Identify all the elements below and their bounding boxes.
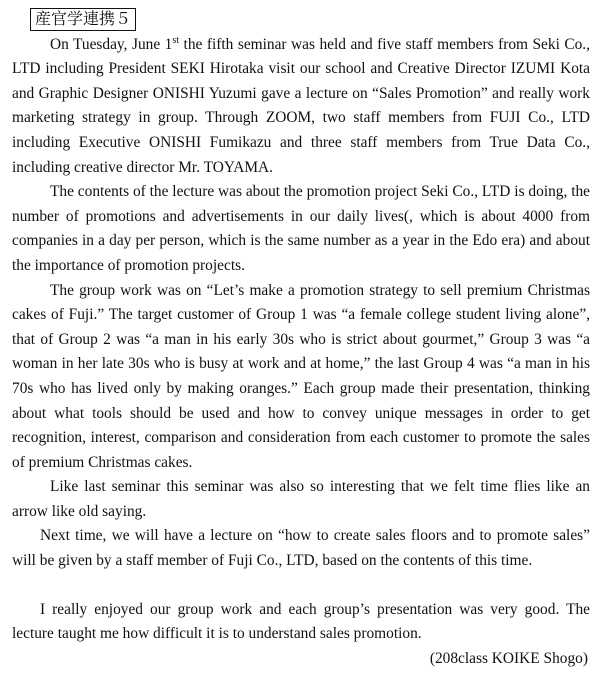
article-title: 産官学連携５ xyxy=(30,8,136,31)
paragraph-impression: Like last seminar this seminar was also so interesting that we felt time flies like an arrow like old saying. xyxy=(12,478,590,520)
paragraph-student-comment: I really enjoyed our group work and each group’s presentation was very good. The lecture taught me how difficult it is to understand sales promotion. xyxy=(12,600,590,643)
paragraph-group-work: The group work was on “Let’s make a promotion strategy to sell premium Christmas cakes of Fuji.” The target customer of Group 1 was “a female college student living alone”, that of Group 2 was “a man in his early 30s who is strict about gourmet,” Group 3 was “a woman in her late 30s who is busy at work and at home,” the last Group 4 was “a man in his 70s who has lived only by making oranges.” Each group made their presentation, thinking about what tools should be used and how to convey unique messages in order to get recognition, interest, comparison and consideration from each customer to promote the sales of premium Christmas cakes. xyxy=(12,281,590,471)
paragraph-seminar-intro xyxy=(12,33,590,181)
ordinal-superscript: st xyxy=(172,34,180,46)
signature: (208class KOIKE Shogo) xyxy=(429,649,588,667)
paragraph-seminar-intro-rest: the fifth seminar was held and five staff members from Seki Co., LTD including President SEKI Hirotaka visit our school and Creative Director IZUMI Kota and Graphic Designer ONISHI Yuzumi gave a lecture on “Sales Promotion” and really work marketing strategy in group. Through ZOOM, two staff members from FUJI Co., LTD including Executive ONISHI Fumikazu and three staff members from True Data Co., including creative director Mr. TOYAMA. xyxy=(12,35,590,176)
paragraph-lecture-contents: The contents of the lecture was about the promotion project Seki Co., LTD is doing, the number of promotions and advertisements in our daily lives(, which is about 4000 from companies in a day per person, which is the same number as a year in the Edo era) and about the importance of promotion projects. xyxy=(12,183,590,274)
paragraph-seminar-intro-start: On Tuesday, June 1 xyxy=(50,35,173,53)
paragraph-next-time: Next time, we will have a lecture on “how to create sales floors and to promote sales” will be given by a staff member of Fuji Co., LTD, based on the contents of this time. xyxy=(12,527,590,570)
paragraph-gap xyxy=(12,574,590,598)
